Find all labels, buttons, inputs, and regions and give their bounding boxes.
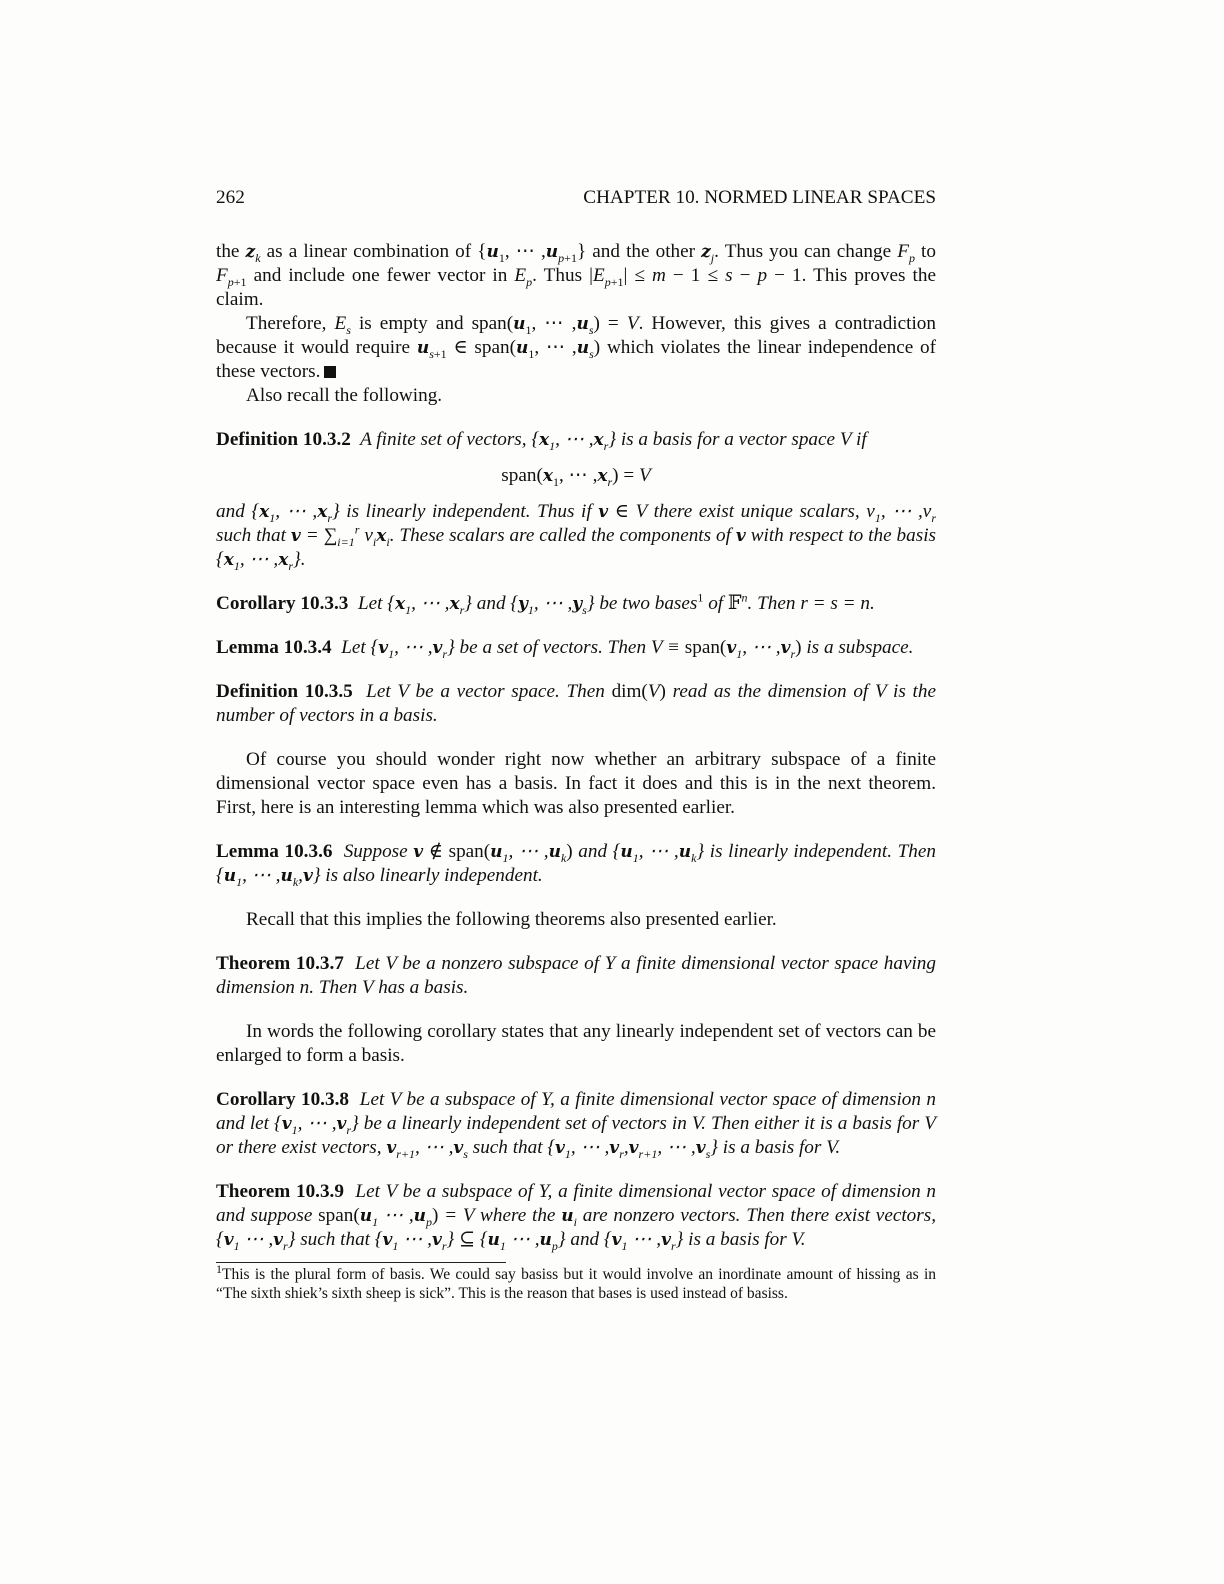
theorem-10-3-9: Theorem 10.3.9 Let V be a subspace of Y, a finite dimensional vector space of dimension n and suppose $span(u_1$ ⋯ $,u_p) = V$ where the $u_i$ are nonzero vectors. Then there exist vectors, {$v_1$ ⋯ $,v_r$} such that {$v_1$ ⋯ $,v_r$} ⊆ {$u_1$ ⋯ $,u_p$} and {$v_1$ ⋯ $,v_r$} is a basis for V. [216, 1181, 937, 1253]
lemma-label: Lemma 10.3.4 [216, 637, 332, 658]
chapter-title: CHAPTER 10. NORMED LINEAR SPACES [583, 187, 936, 208]
paragraph-1: the $z_k$ as a linear combination of {$u_1$, ⋯ $,u_{p+1}$} and the other $z_j$. Thus you can change $F_p$ to $F_{p+1}$ and include one fewer vector in $E_p$. Thus $|E_{p+1}| \le m - 1 \le s - p - 1$. This proves the claim. [216, 241, 937, 310]
lemma-label: Lemma 10.3.6 [216, 841, 333, 862]
paragraph-3: Also recall the following. [246, 385, 443, 406]
footnote-ref: 1 [697, 590, 704, 605]
theorem-10-3-7: Theorem 10.3.7 Let V be a nonzero subspace of Y a finite dimensional vector space having dimension n. Then V has a basis. [216, 953, 936, 998]
definition-label: Definition 10.3.2 [216, 429, 351, 450]
corollary-label: Corollary 10.3.8 [216, 1089, 349, 1110]
definition-10-3-2: Definition 10.3.2 A finite set of vectors, {$x_1$, ⋯ $,x_r$} is a basis for a vector space V if $span(x_1$, ⋯ $,x_r) = V$ and {$x_1$, ⋯ $,x_r$} is linearly independent. Thus if v ∈ V there exist unique scalars, $v_1$, ⋯ $,v_r$ such that $v = \sum_{i=1}^r$ $v_ix_i$. These scalars are called the components of v with respect to the basis {$x_1$, ⋯ $,x_r$}. [216, 429, 936, 573]
theorem-label: Theorem 10.3.9 [216, 1181, 344, 1202]
lemma-10-3-6: Lemma 10.3.6 Suppose v ∉ $span(u_1$, ⋯ $,u_k$) and {$u_1$, ⋯ $,u_k$} is linearly independent. Then {$u_1$, ⋯ $,u_k,v$} is also linearly independent. [216, 841, 936, 889]
corollary-10-3-3: Corollary 10.3.3 Let {$x_1$, ⋯ $,x_r$} and {$y_1$, ⋯ $,y_s$} be two bases$^1$ of 𝔽$^n$. Then r = s = n. [216, 590, 875, 617]
paragraph-4: Of course you should wonder right now whether an arbitrary subspace of a finite dimensional vector space even has a basis. In fact it does and this is in the next theorem. First, here is an interesting lemma which was also presented earlier. [216, 749, 936, 818]
footnote-mark: 1 [216, 1261, 222, 1276]
corollary-10-3-8: Corollary 10.3.8 Let V be a subspace of Y, a finite dimensional vector space of dimension n and let {$v_1$, ⋯ $,v_r$} be a linearly independent set of vectors in V. Then either it is a basis for V or there exist vectors, $v_{r+1}$, ⋯ $,v_s$ such that {$v_1$, ⋯ $,v_r,v_{r+1}$, ⋯ $,v_s$} is a basis for V. [216, 1089, 937, 1161]
paragraph-2: Therefore, $E_s$ is empty and $span(u_1$, ⋯ $,u_s) = V$. However, this gives a contradiction because it would require $u_{s+1}$ ∈ $span(u_1$, ⋯ $,u_s$) which violates the linear independence of these vectors. [216, 313, 937, 382]
lemma-10-3-4: Lemma 10.3.4 Let {$v_1$, ⋯ $,v_r$} be a set of vectors. Then $V \equiv span(v_1$, ⋯ $,v_r$) is a subspace. [216, 637, 914, 661]
corollary-label: Corollary 10.3.3 [216, 593, 349, 614]
paragraph-6: In words the following corollary states that any linearly independent set of vectors can be enlarged to form a basis. [216, 1021, 936, 1066]
page-number: 262 [216, 187, 245, 208]
footnote [216, 1261, 936, 1303]
qed-square-icon [324, 366, 336, 378]
theorem-label: Theorem 10.3.7 [216, 953, 344, 974]
definition-10-3-5: Definition 10.3.5 Let V be a vector space. Then dim(V) read as the dimension of V is the number of vectors in a basis. [216, 681, 936, 726]
equation-span: $span(x_1$, ⋯ $,x_r) = V$ [501, 465, 651, 489]
page-content [216, 240, 936, 1303]
definition-label: Definition 10.3.5 [216, 681, 353, 702]
paragraph-5: Recall that this implies the following theorems also presented earlier. [246, 909, 777, 930]
footnote-text: This is the plural form of basis. We could say basiss but it would involve an inordinate amount of hissing as in “The sixth shiek’s sixth sheep is sick”. This is the reason that bases is used instead of basiss. [216, 1266, 936, 1302]
running-header [216, 186, 936, 212]
